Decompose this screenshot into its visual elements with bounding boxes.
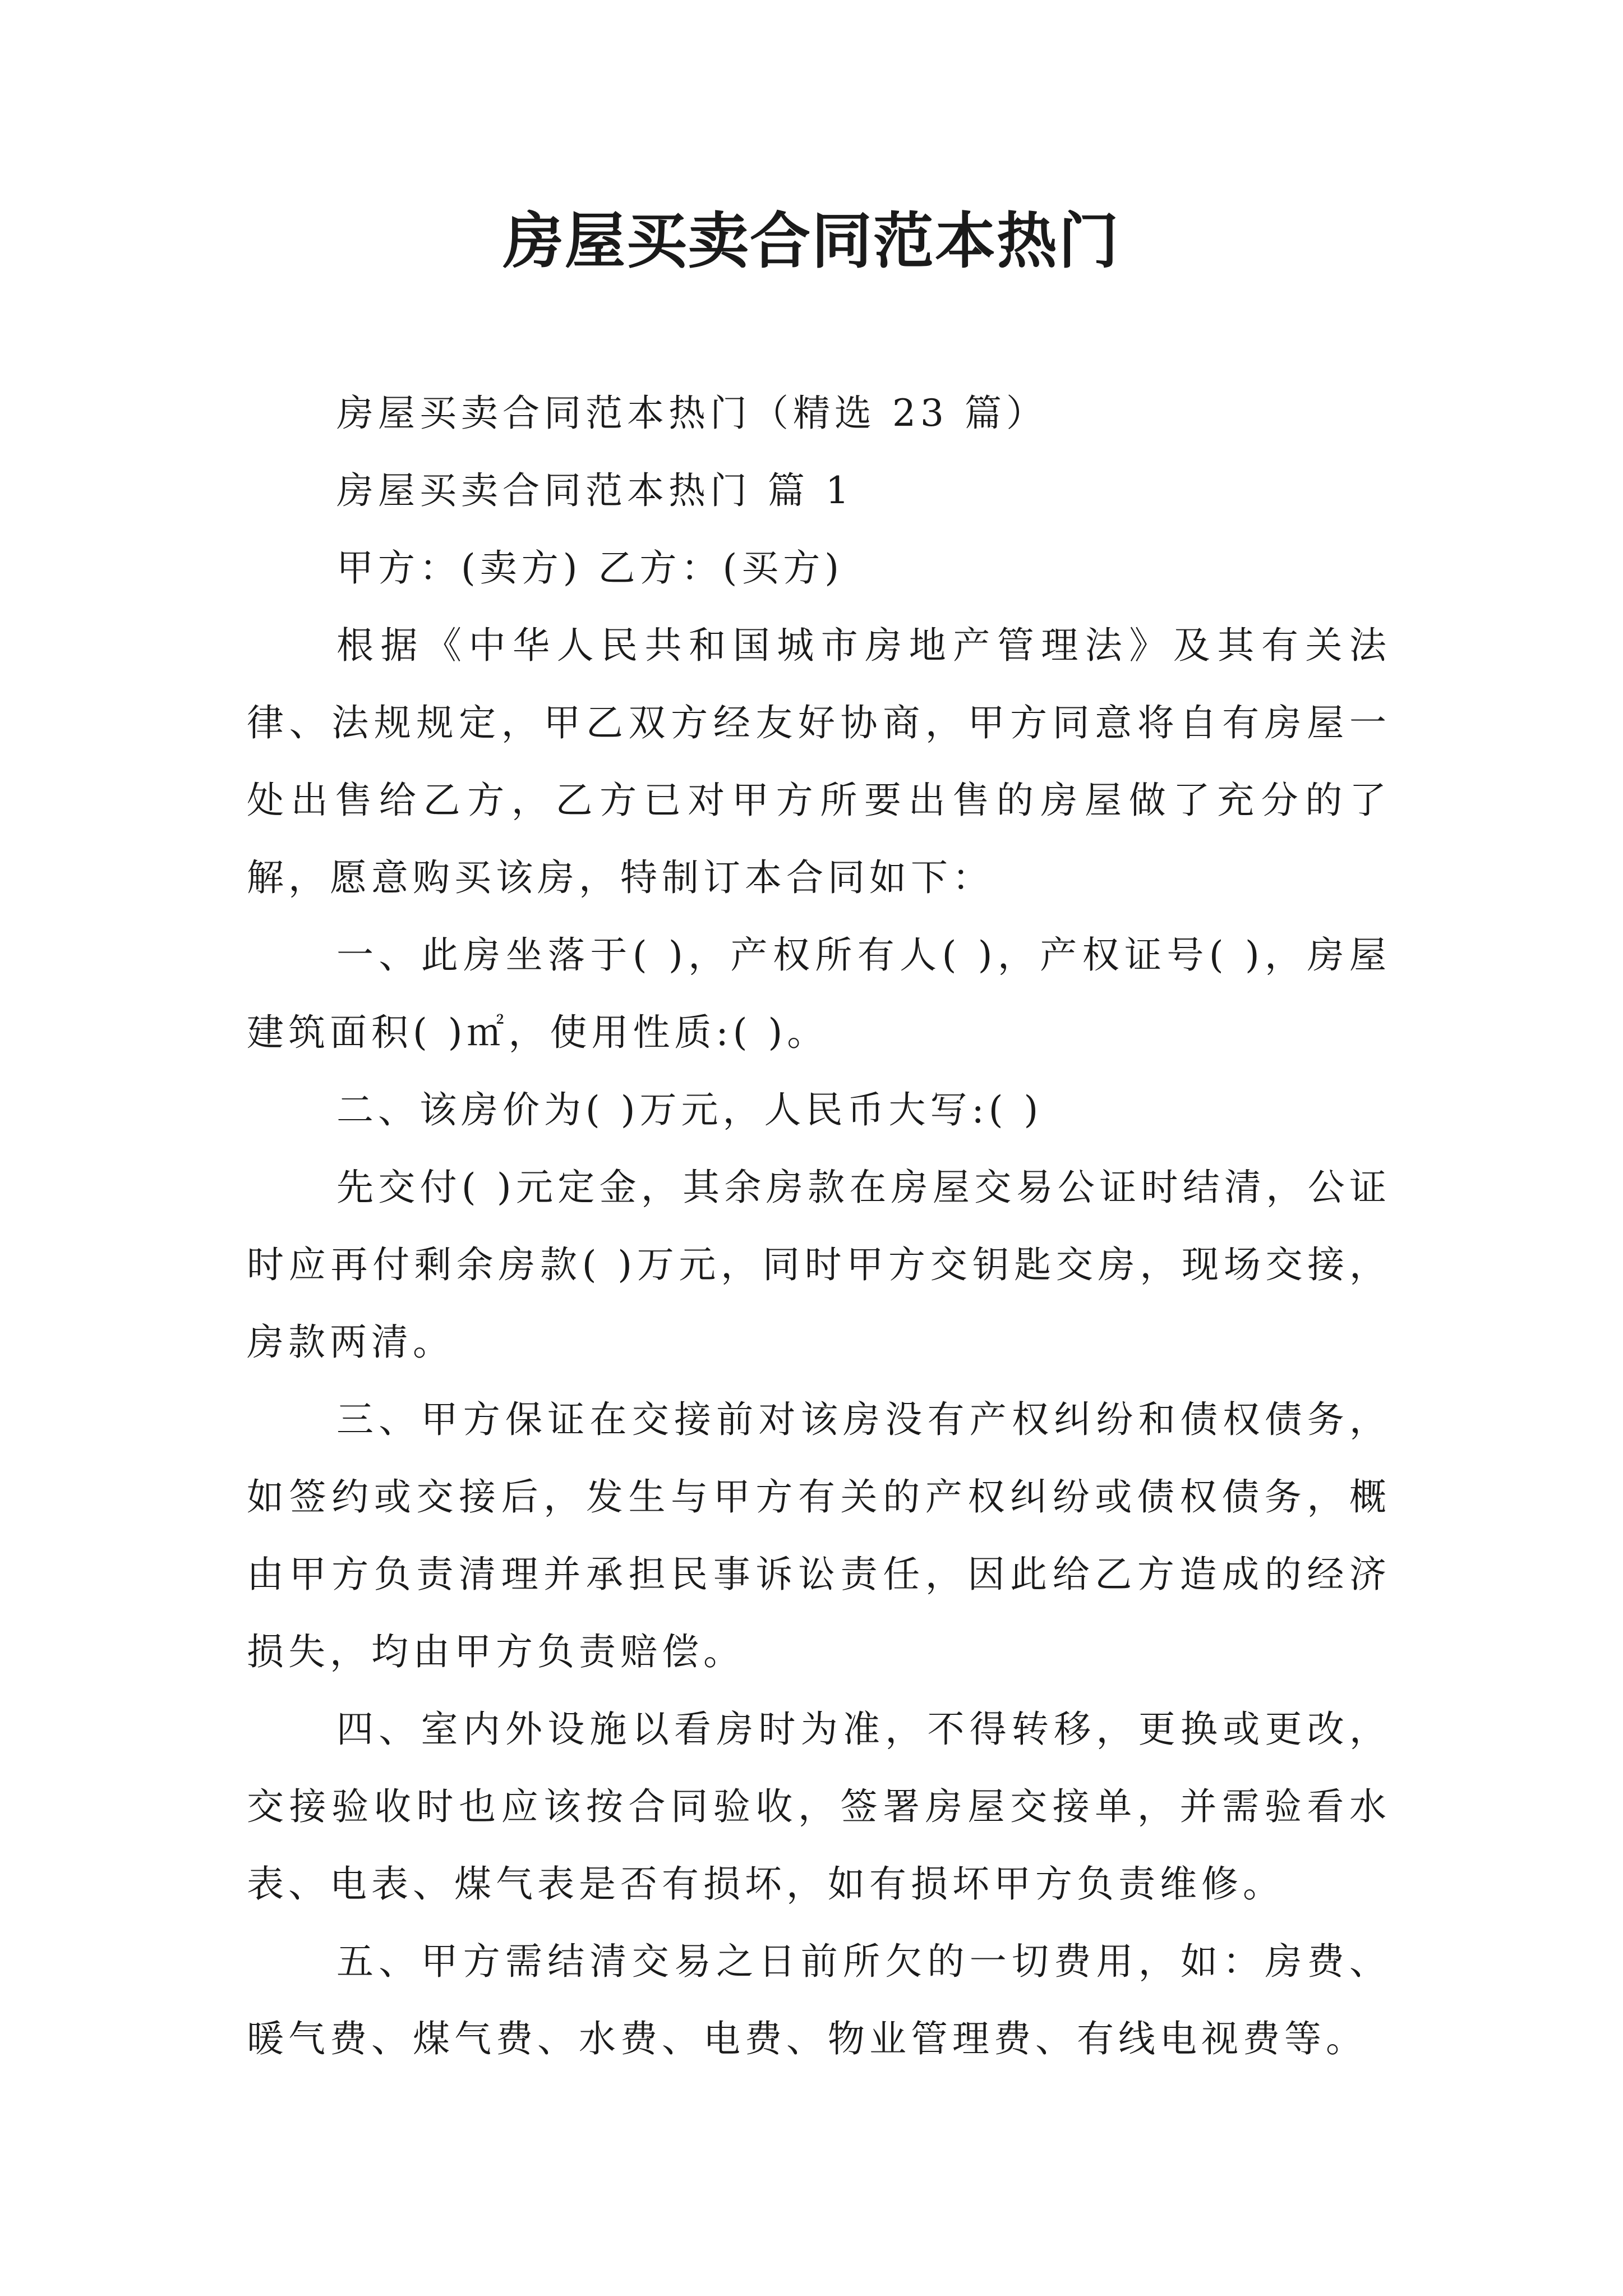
paragraph-preamble: 根据《中华人民共和国城市房地产管理法》及其有关法律、法规规定，甲乙双方经友好协商，甲方同意将自有房屋一处出售给乙方，乙方已对甲方所要出售的房屋做了充分的了解，愿意购买该房，特制订本合同如下： bbox=[247, 624, 1391, 899]
paragraph-subtitle: 房屋买卖合同范本热门（精选 23 篇） bbox=[336, 392, 1048, 435]
document-title: 房屋买卖合同范本热门 bbox=[502, 206, 1120, 277]
paragraph-clause-2: 二、该房价为( )万元，人民币大写:( ) bbox=[336, 1088, 1043, 1131]
document-body bbox=[247, 375, 1391, 2078]
paragraph-clause-4: 四、室内外设施以看房时为准，不得转移，更换或更改，交接验收时也应该按合同验收，签署房屋交接单，并需验看水表、电表、煤气表是否有损坏，如有损坏甲方负责维修。 bbox=[247, 1708, 1391, 1906]
paragraph-clause-5: 五、甲方需结清交易之日前所欠的一切费用，如：房费、暖气费、煤气费、水费、电费、物业管理费、有线电视费等。 bbox=[247, 1940, 1391, 2060]
paragraph-section-heading: 房屋买卖合同范本热门 篇 1 bbox=[336, 469, 854, 512]
paragraph-clause-1: 一、此房坐落于( )，产权所有人( )，产权证号( )，房屋建筑面积( )㎡，使用性质:( )。 bbox=[247, 933, 1391, 1054]
paragraph-parties: 甲方：(卖方) 乙方：(买方) bbox=[336, 546, 843, 590]
paragraph-payment: 先交付( )元定金，其余房款在房屋交易公证时结清，公证时应再付剩余房款( )万元，同时甲方交钥匙交房，现场交接，房款两清。 bbox=[247, 1166, 1391, 1364]
paragraph-clause-3: 三、甲方保证在交接前对该房没有产权纠纷和债权债务，如签约或交接后，发生与甲方有关的产权纠纷或债权债务，概由甲方负责清理并承担民事诉讼责任，因此给乙方造成的经济损失，均由甲方负责赔偿。 bbox=[247, 1398, 1391, 1673]
